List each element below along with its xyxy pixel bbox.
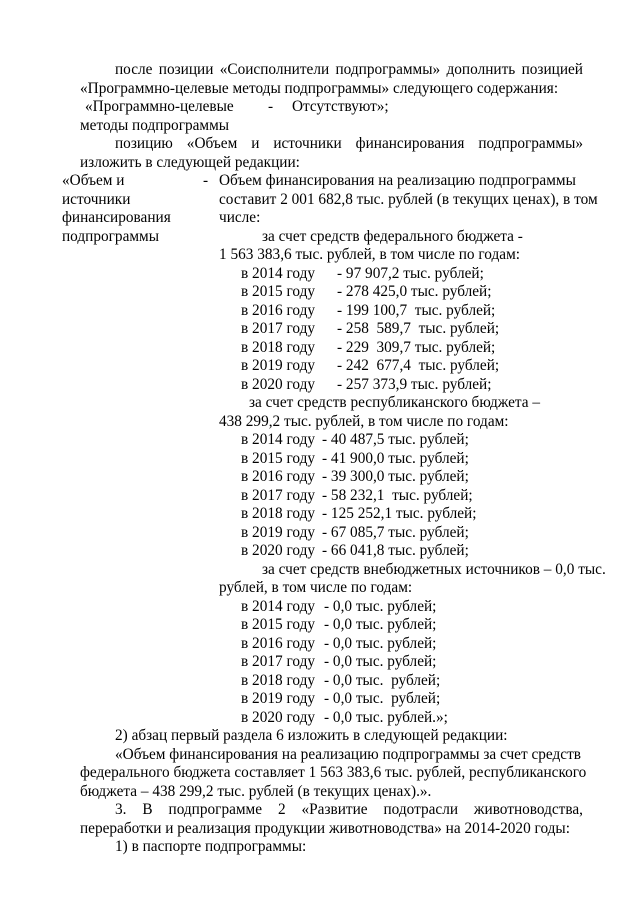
right-line-3: числе: [219, 209, 261, 226]
position-line-2: изложить в следующей редакции: [80, 154, 300, 171]
quote-line-3: бюджета – 438 299,2 тыс. рублей (в текущих ценах).». [80, 783, 432, 800]
federal-amount: - 242 677,4 тыс. рублей; [337, 357, 500, 374]
republic-amount: - 125 252,1 тыс. рублей; [322, 505, 477, 522]
offbudget-year: в 2014 году [241, 598, 315, 615]
offbudget-year: в 2020 году [241, 709, 315, 726]
republic-amount: - 40 487,5 тыс. рублей; [322, 431, 469, 448]
republic-total: 438 299,2 тыс. рублей, в том числе по годам: [219, 413, 509, 430]
republic-amount: - 41 900,0 тыс. рублей; [322, 450, 469, 467]
left-label-1: «Объем и [62, 172, 125, 189]
offbudget-amount: - 0,0 тыс. рублей; [324, 653, 437, 670]
republic-year: в 2015 году [241, 450, 315, 467]
offbudget-amount: - 0,0 тыс. рублей; [324, 672, 441, 689]
federal-year: в 2017 году [241, 320, 315, 337]
intro-line-2: «Программно-целевые методы подпрограммы» следующего содержания: [80, 80, 559, 97]
paragraph-3-line-2: переработки и реализация продукции животноводства» на 2014-2020 годы: [80, 820, 570, 837]
offbudget-year: в 2019 году [241, 690, 315, 707]
federal-heading: за счет средств федерального бюджета - [262, 228, 523, 245]
offbudget-amount: - 0,0 тыс. рублей; [324, 635, 437, 652]
republic-amount: - 58 232,1 тыс. рублей; [322, 487, 473, 504]
offbudget-amount: - 0,0 тыс. рублей; [324, 616, 437, 633]
offbudget-amount: - 0,0 тыс. рублей.»; [324, 709, 448, 726]
row-label-1: «Программно-целевые [85, 98, 234, 115]
republic-year: в 2017 году [241, 487, 315, 504]
row-dash: - [268, 98, 274, 115]
republic-year: в 2019 году [241, 524, 315, 541]
offbudget-amount: - 0,0 тыс. рублей; [324, 690, 441, 707]
federal-amount: - 278 425,0 тыс. рублей; [337, 283, 492, 300]
federal-amount: - 199 100,7 тыс. рублей; [337, 302, 496, 319]
quote-line-2: федерального бюджета составляет 1 563 383,6 тыс. рублей, республиканского [80, 764, 587, 781]
republic-year: в 2020 году [241, 542, 315, 559]
federal-year: в 2020 году [241, 376, 315, 393]
republic-year: в 2018 году [241, 505, 315, 522]
federal-year: в 2019 году [241, 357, 315, 374]
position-line-1: позицию «Объем и источники финансирования подпрограммы» [115, 135, 583, 152]
federal-year: в 2014 году [241, 265, 315, 282]
federal-amount: - 229 309,7 тыс. рублей; [337, 339, 496, 356]
federal-year: в 2018 году [241, 339, 315, 356]
row-label-2: методы подпрограммы [80, 117, 230, 134]
federal-year: в 2016 году [241, 302, 315, 319]
federal-amount: - 258 589,7 тыс. рублей; [337, 320, 500, 337]
offbudget-year: в 2016 году [241, 635, 315, 652]
republic-year: в 2016 году [241, 468, 315, 485]
offbudget-year: в 2018 году [241, 672, 315, 689]
offbudget-year: в 2017 году [241, 653, 315, 670]
republic-year: в 2014 году [241, 431, 315, 448]
republic-heading: за счет средств республиканского бюджета – [249, 394, 541, 411]
offbudget-amount: - 0,0 тыс. рублей; [324, 598, 437, 615]
intro-line-1: после позиции «Соисполнители подпрограммы» дополнить позицией [115, 61, 583, 78]
offbudget-heading: за счет средств внебюджетных источников – 0,0 тыс. [262, 561, 606, 578]
republic-amount: - 67 085,7 тыс. рублей; [322, 524, 469, 541]
left-dash: - [203, 172, 209, 189]
republic-amount: - 39 300,0 тыс. рублей; [322, 468, 469, 485]
paragraph-2: 2) абзац первый раздела 6 изложить в следующей редакции: [115, 727, 508, 744]
republic-amount: - 66 041,8 тыс. рублей; [322, 542, 469, 559]
federal-total: 1 563 383,6 тыс. рублей, в том числе по годам: [219, 246, 521, 263]
left-label-3: финансирования [62, 209, 171, 226]
left-label-2: источники [62, 191, 131, 208]
row-value: Отсутствуют»; [292, 98, 389, 115]
quote-line-1: «Объем финансирования на реализацию подпрограммы за счет средств [115, 746, 581, 763]
federal-year: в 2015 году [241, 283, 315, 300]
right-line-1: Объем финансирования на реализацию подпрограммы [219, 172, 576, 189]
paragraph-4: 1) в паспорте подпрограммы: [115, 838, 307, 855]
offbudget-year: в 2015 году [241, 616, 315, 633]
paragraph-3-line-1: 3. В подпрограмме 2 «Развитие подотрасли животноводства, [115, 801, 583, 818]
federal-amount: - 97 907,2 тыс. рублей; [337, 265, 484, 282]
federal-amount: - 257 373,9 тыс. рублей; [337, 376, 492, 393]
right-line-2: составит 2 001 682,8 тыс. рублей (в текущих ценах), в том [219, 191, 598, 208]
offbudget-total: рублей, в том числе по годам: [219, 579, 413, 596]
left-label-4: подпрограммы [62, 228, 160, 245]
